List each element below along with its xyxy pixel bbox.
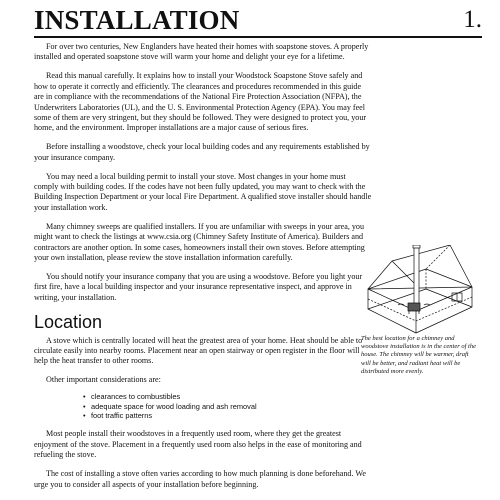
building-codes-paragraph: Before installing a woodstove, check your local building codes and any requirements established by your insurance company. xyxy=(34,142,370,162)
intro-paragraph: For over two centuries, New Englanders have heated their homes with soapstone stoves. A properly installed and operated soapstone stove will warm your home and delight your eye for a lifetime. xyxy=(34,42,369,62)
list-item-text: foot traffic patterns xyxy=(91,410,153,420)
page-number: 1. xyxy=(463,6,482,33)
location-heading: Location xyxy=(34,311,103,332)
considerations-list xyxy=(34,392,372,420)
bullet-dot-icon: • xyxy=(83,392,86,402)
figure-caption: The best location for a chimney and woodstove installation is in the center of the house. The chimney will be warmer, draft will be better, and radiant heat will be distributed more evenly. xyxy=(361,335,477,375)
title-rule xyxy=(34,36,482,38)
frequent-room-paragraph: Most people install their woodstoves in a frequently used room, where they get the greatest enjoyment of the stove. Placement in a frequently used room also helps in the ease of monitoring and refueling the stove. xyxy=(34,429,362,460)
house-cutaway-illustration xyxy=(364,245,476,343)
page-title: INSTALLATION xyxy=(34,5,240,35)
list-item xyxy=(83,401,372,411)
list-item xyxy=(83,392,372,402)
list-item-text: adequate space for wood loading and ash removal xyxy=(91,401,257,411)
considerations-intro: Other important considerations are: xyxy=(46,375,161,385)
list-item-text: clearances to combustibles xyxy=(91,392,181,402)
read-manual-paragraph: Read this manual carefully. It explains how to install your Woodstock Soapstone Stove safely and how to operate it correctly and efficiently. The clearances and procedures recommended in this guide are in compliance with the recommendations of the National Fire Protection Association (NFPA), the Underwriters Laboratories (UL), and the U. S. Environmental Protection Agency (EPA). You may feel some of them are very stringent, but they should be followed. They were designed to protect you, your home, and the environment. Improper installations are a major cause of serious fires. xyxy=(34,71,367,133)
chimney-sweeps-paragraph: Many chimney sweeps are qualified installers. If you are unfamiliar with sweeps in your area, you might want to check the listings at www.csia.org (Chimney Safety Institute of America). Builders and contractors are another option. In some cases, homeowners install their own stoves. Before attempting your own installation, please review the stove installation information carefully. xyxy=(34,221,365,262)
permit-paragraph: You may need a local building permit to install your stove. Most changes in your home must comply with building codes. If the codes have not been fully updated, you may want to check with the Building Inspection Department or your local Fire Department. A qualified stove installer should handle your installation work. xyxy=(34,171,372,212)
main-column xyxy=(34,42,372,498)
list-item xyxy=(83,410,372,420)
insurance-paragraph: You should notify your insurance company that you are using a woodstove. Before you light your first fire, have a local building inspector and your insurance representative inspect, and approve in writing, your installation. xyxy=(34,271,363,302)
bullet-dot-icon: • xyxy=(83,410,86,420)
cost-paragraph: The cost of installing a stove often varies according to how much planning is done beforehand. We urge you to consider all aspects of your installation before beginning. xyxy=(34,469,366,489)
bullet-dot-icon: • xyxy=(83,401,86,411)
location-paragraph: A stove which is centrally located will heat the greatest area of your home. Heat should be able to circulate easily into nearby rooms. Placement near an open stairway or open register in the floor will help the heat transfer to other rooms. xyxy=(34,335,363,366)
